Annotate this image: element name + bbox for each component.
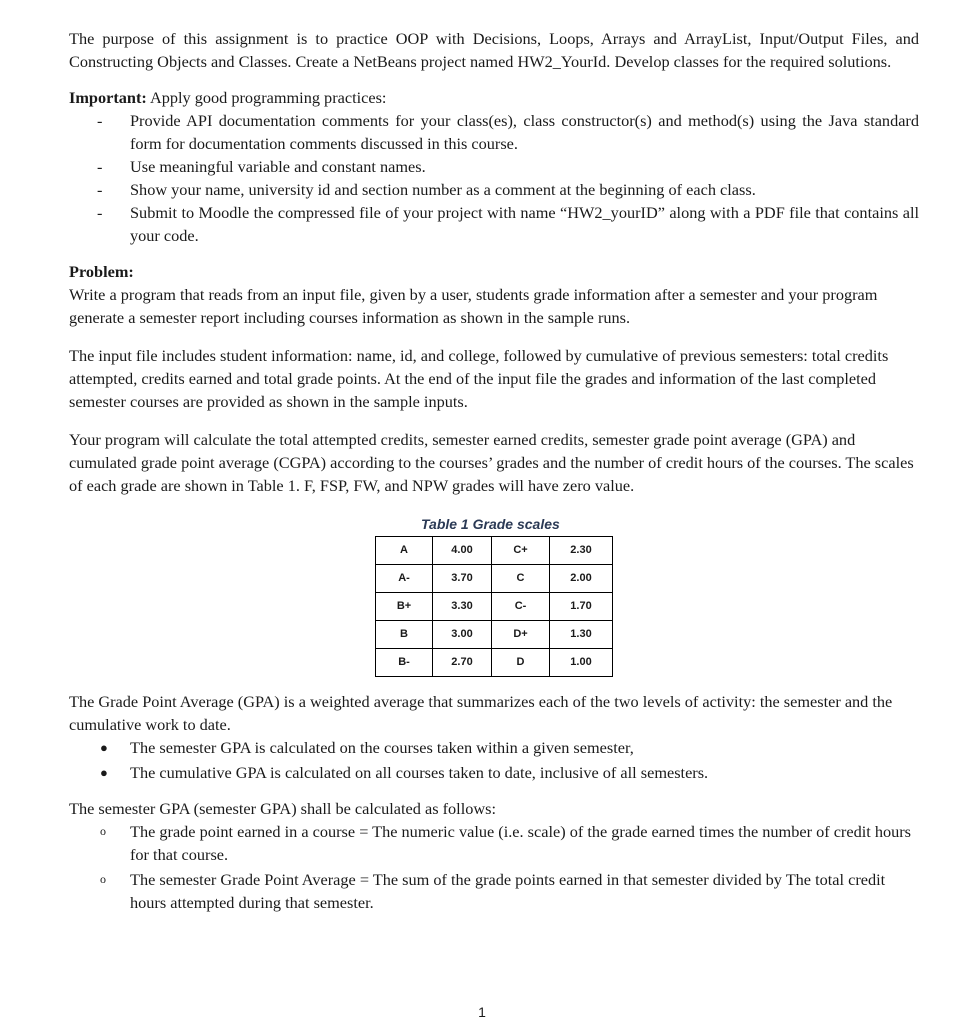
important-text: Apply good programming practices: [146,88,387,107]
gpa-intro: The Grade Point Average (GPA) is a weighted average that summarizes each of the two levels of activity: the semester and the cumulative work to date. [69,692,893,734]
table-cell: A- [376,565,433,593]
table-cell: D+ [492,621,550,649]
dash-marker: - [97,157,103,176]
grade-scales-table [375,536,613,677]
table-cell: 3.30 [433,593,492,621]
problem-paragraph-2: The input file includes student information: name, id, and college, followed by cumulative of previous semesters: total credits attempted, credits earned and total grade points. At the end of the input file the grades and information of the last completed semester courses are provided as shown in the sample inputs. [69,346,889,411]
list-item: ● The semester GPA is calculated on the courses taken within a given semester, [100,738,634,757]
document-page [69,27,919,914]
important-label: Important: [69,88,147,107]
table-cell: B- [376,649,433,677]
table-cell: B+ [376,593,433,621]
list-item: - Show your name, university id and section number as a comment at the beginning of each class. [97,180,756,199]
table-cell: C+ [492,537,550,565]
practices-list [69,109,919,247]
table-row [376,649,613,677]
semester-gpa-list [69,820,919,914]
dash-marker: - [97,111,103,130]
semester-gpa-intro: The semester GPA (semester GPA) shall be calculated as follows: [69,799,496,818]
table-cell: 2.00 [550,565,613,593]
table-cell: 4.00 [433,537,492,565]
dash-marker: - [97,203,103,222]
list-item: o The grade point earned in a course = The numeric value (i.e. scale) of the grade earned times the number of credit hours for that course. [100,822,912,864]
table-cell: C- [492,593,550,621]
problem-heading: Problem: [69,262,134,281]
problem-paragraph-3: Your program will calculate the total attempted credits, semester earned credits, semester grade point average (GPA) and cumulated grade point average (CGPA) according to the courses’ grades and the number of credit hours of the courses. The scales of each grade are shown in Table 1. F, FSP, FW, and NPW grades will have zero value. [69,430,914,495]
list-item: - Provide API documentation comments for your class(es), class constructor(s) and method(s) using the Java standard form for documentation comments discussed in this course. [97,111,919,153]
table-cell: 3.70 [433,565,492,593]
list-item: o The semester Grade Point Average = The sum of the grade points earned in that semester divided by The total credit hours attempted during that semester. [100,870,886,912]
table-row [376,621,613,649]
table-cell: 3.00 [433,621,492,649]
table-row [376,537,613,565]
important-heading [69,86,919,109]
table-cell: 1.70 [550,593,613,621]
table-cell: 1.30 [550,621,613,649]
table-row [376,593,613,621]
gpa-bullet-list [69,736,919,784]
table-cell: B [376,621,433,649]
table-row [376,565,613,593]
table-cell: 2.30 [550,537,613,565]
list-item: ● The cumulative GPA is calculated on all courses taken to date, inclusive of all semesters. [100,763,709,782]
list-item: - Submit to Moodle the compressed file of your project with name “HW2_yourID” along with a PDF file that contains all your code. [97,203,919,245]
list-item: - Use meaningful variable and constant names. [97,157,426,176]
circle-marker: o [100,824,106,838]
problem-paragraph-1: Write a program that reads from an input file, given by a user, students grade information after a semester and your program generate a semester report including courses information as shown in the sample runs. [69,285,878,327]
table-cell: A [376,537,433,565]
intro-paragraph: The purpose of this assignment is to practice OOP with Decisions, Loops, Arrays and ArrayList, Input/Output Files, and Constructing Objects and Classes. Create a NetBeans project named HW2_YourId. Develop classes for the required solutions. [69,29,919,71]
table-cell: C [492,565,550,593]
dash-marker: - [97,180,103,199]
circle-marker: o [100,872,106,886]
bullet-marker: ● [100,765,108,780]
table-cell: 1.00 [550,649,613,677]
page-number: 1 [478,1004,486,1020]
table-cell: 2.70 [433,649,492,677]
bullet-marker: ● [100,740,108,755]
table-cell: D [492,649,550,677]
table-caption: Table 1 Grade scales [421,516,560,532]
